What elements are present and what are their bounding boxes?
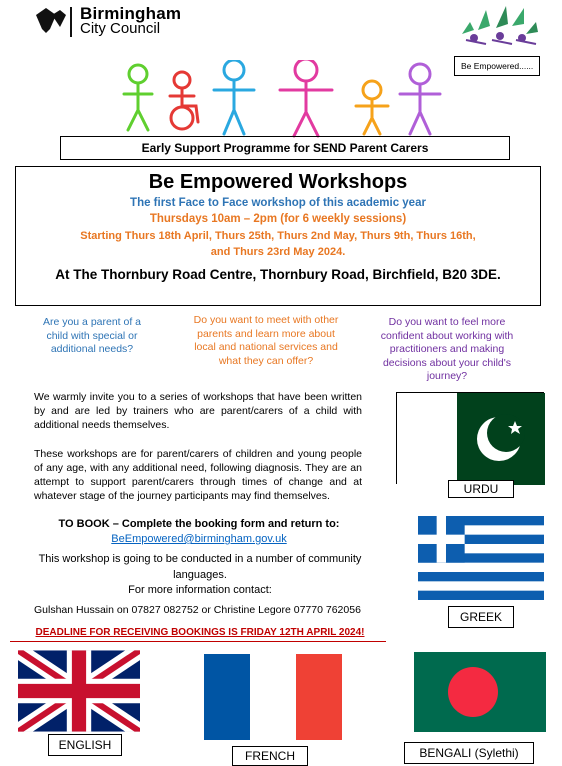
- question-3: Do you want to feel more confident about working with practitioners and making decisions about your child's journey?: [380, 316, 514, 382]
- bengali-label: BENGALI (Sylethi): [404, 742, 534, 764]
- workshop-details-box: [15, 166, 541, 306]
- pakistan-flag-icon: [396, 392, 544, 484]
- workshop-schedule: Thursdays 10am – 2pm (for 6 weekly sessions): [149, 213, 407, 225]
- question-2: Do you want to meet with other parents and learn more about local and national services and what they can offer?: [193, 314, 339, 367]
- org-name-line1: Birmingham: [80, 4, 182, 23]
- booking-deadline: DEADLINE FOR RECEIVING BOOKINGS IS FRIDAY 12TH APRIL 2024!: [35, 627, 365, 638]
- decorative-figures-image: [456, 0, 540, 46]
- question-1: Are you a parent of a child with special or additional needs?: [42, 316, 142, 355]
- family-figures-image: [120, 60, 450, 138]
- languages-note-line1: This workshop is going to be conducted in a number of community: [38, 553, 362, 565]
- greek-label: GREEK: [448, 606, 514, 628]
- booking-email-link[interactable]: BeEmpowered@birmingham.gov.uk: [111, 533, 287, 545]
- workshop-title: Be Empowered Workshops: [148, 171, 408, 193]
- bangladesh-flag-icon: [414, 652, 546, 732]
- org-name-line2: City Council: [80, 20, 161, 37]
- workshop-dates-line1: Starting Thurs 18th April, Thurs 25th, Thurs 2nd May, Thurs 9th, Thurs 16th,: [80, 230, 476, 242]
- audience-paragraph: These workshops are for parent/carers of children and young people of any age, with any additional need, following diagnosis. They are an attempt to support parent/carers through times of change and at whatever stage of the journey participants may find themselves.: [34, 448, 362, 502]
- english-label: ENGLISH: [48, 734, 122, 756]
- booking-heading: TO BOOK – Complete the booking form and return to:: [58, 518, 340, 530]
- french-label: FRENCH: [232, 746, 308, 766]
- workshop-dates-line2: and Thurs 23rd May 2024.: [210, 246, 346, 258]
- intro-paragraph: We warmly invite you to a series of workshops that have been written by and are led by trainers who are parent/carers of a child with additional needs themselves.: [34, 391, 362, 431]
- heart-logo-icon: [26, 7, 74, 37]
- workshop-venue: At The Thornbury Road Centre, Thornbury Road, Birchfield, B20 3DE.: [55, 267, 501, 282]
- be-empowered-tag: Be Empowered......: [454, 56, 540, 76]
- council-logo: [26, 6, 226, 38]
- deadline-divider: [10, 641, 386, 642]
- contact-info-label: For more information contact:: [128, 584, 272, 596]
- greece-flag-icon: [418, 516, 544, 600]
- workshop-subtitle: The first Face to Face workshop of this academic year: [130, 197, 426, 209]
- programme-banner: Early Support Programme for SEND Parent Carers: [60, 136, 510, 160]
- contact-details: Gulshan Hussain on 07827 082752 or Christine Legore 07770 762056: [34, 604, 361, 616]
- urdu-label: URDU: [448, 480, 514, 498]
- france-flag-icon: [204, 654, 342, 740]
- languages-note-line2: languages.: [173, 569, 227, 581]
- uk-flag-icon: [18, 650, 140, 732]
